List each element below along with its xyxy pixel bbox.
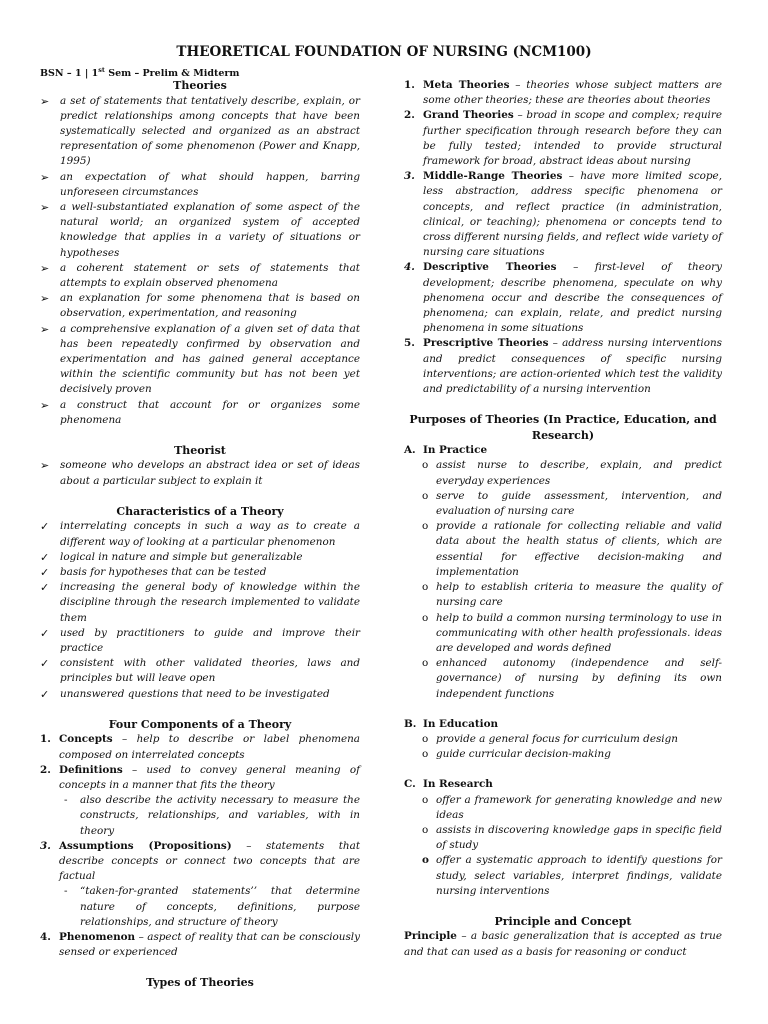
dash-bullet-icon: - bbox=[64, 794, 68, 807]
numbered-item bbox=[404, 336, 722, 397]
list-item bbox=[40, 398, 360, 428]
list-item-text: logical in nature and simple but generalizable bbox=[60, 550, 303, 563]
sub-item bbox=[40, 793, 360, 839]
principle-definition bbox=[404, 929, 722, 959]
circle-bullet-icon: o bbox=[422, 823, 429, 836]
checkmark-icon: ✓ bbox=[40, 520, 50, 534]
list-item-text: assists in discovering knowledge gaps in specific field of study bbox=[436, 823, 722, 852]
list-item bbox=[40, 519, 360, 549]
sub-item bbox=[40, 884, 360, 930]
list-item bbox=[40, 565, 360, 580]
circle-bullet-icon: o bbox=[422, 732, 429, 745]
circle-bullet-icon: o bbox=[422, 657, 429, 670]
arrow-bullet-icon: ➢ bbox=[40, 398, 50, 412]
numbered-item bbox=[40, 763, 360, 793]
numbered-item bbox=[404, 108, 722, 169]
list-item bbox=[40, 94, 360, 170]
circle-bullet-icon: o bbox=[422, 854, 429, 867]
checkmark-icon: ✓ bbox=[40, 565, 50, 579]
section-heading-components: Four Components of a Theory bbox=[108, 717, 292, 731]
numbered-item bbox=[40, 930, 360, 960]
subheader-sup: st bbox=[98, 66, 105, 74]
item-term: Definitions bbox=[59, 763, 123, 776]
section-heading-principle: Principle and Concept bbox=[494, 914, 632, 928]
item-term: Meta Theories bbox=[423, 79, 510, 91]
subsection-label-practice bbox=[404, 443, 722, 458]
item-term: Grand Theories bbox=[423, 109, 514, 122]
list-item-text: increasing the general body of knowledge within the discipline through the research implemented to validate them bbox=[60, 581, 360, 624]
list-item-text: provide a general focus for curriculum design bbox=[436, 732, 678, 745]
numbered-item bbox=[404, 78, 722, 108]
numbered-item bbox=[404, 169, 722, 260]
item-description: – statements that describe concepts or connect two concepts that are factual bbox=[59, 839, 360, 883]
section-heading-theories: Theories bbox=[173, 79, 227, 92]
list-item-text: basis for hypotheses that can be tested bbox=[60, 565, 267, 578]
list-item bbox=[40, 550, 360, 565]
checkmark-icon: ✓ bbox=[40, 657, 50, 671]
item-description: – theories whose subject matters are some other theories; these are theories about theories bbox=[423, 79, 722, 107]
list-item-text: consistent with other validated theories, laws and principles but will leave open bbox=[60, 657, 360, 685]
arrow-bullet-icon: ➢ bbox=[40, 261, 50, 275]
item-number: 4. bbox=[404, 261, 415, 274]
arrow-bullet-icon: ➢ bbox=[40, 200, 50, 214]
subsection-title: In Practice bbox=[423, 444, 488, 457]
item-description: – broad in scope and complex; require further specification through research before they can be fully tested; intended to provide structural framework for broad, abstract ideas about nursing bbox=[423, 109, 722, 168]
list-item bbox=[40, 261, 360, 291]
item-description: – have more limited scope, less abstraction, address specific phenomena or concepts, and reflect practice (in administration, clinical, or teaching); phenomena or concepts tend to cross different nursing fields, and reflect wide variety of nursing care situations bbox=[423, 170, 722, 259]
item-number: 3. bbox=[404, 170, 415, 183]
list-item bbox=[40, 200, 360, 261]
checkmark-icon: ✓ bbox=[40, 581, 50, 595]
item-term: Concepts bbox=[59, 733, 113, 746]
list-item bbox=[404, 823, 722, 853]
principle-description: – a basic generalization that is accepted as true and that can used as a basis for reasoning or conduct bbox=[404, 930, 722, 958]
list-item-text: used by practitioners to guide and improve their practice bbox=[60, 626, 360, 654]
list-item bbox=[40, 322, 360, 398]
checkmark-icon: ✓ bbox=[40, 550, 50, 564]
numbered-item bbox=[40, 732, 360, 762]
circle-bullet-icon: o bbox=[422, 793, 429, 806]
list-item bbox=[404, 611, 722, 657]
numbered-item bbox=[404, 260, 722, 336]
subsection-letter: A. bbox=[404, 444, 416, 457]
section-heading-theorist: Theorist bbox=[174, 443, 226, 457]
list-item bbox=[40, 580, 360, 626]
item-term: Prescriptive Theories bbox=[423, 337, 549, 350]
item-term: Middle-Range Theories bbox=[423, 170, 563, 183]
list-item bbox=[404, 519, 722, 580]
sub-item-text: also describe the activity necessary to measure the constructs, relationships, and variables, with in theory bbox=[80, 794, 360, 837]
list-item-text: someone who develops an abstract idea or set of ideas about a particular subject to explain it bbox=[60, 459, 360, 487]
circle-bullet-icon: o bbox=[422, 520, 429, 533]
list-item bbox=[404, 853, 722, 899]
list-item-text: a set of statements that tentatively describe, explain, or predict relationships among concepts that have been systematically selected and organized as an abstract representation of some phenomenon (Power and Knapp, 1995) bbox=[60, 94, 360, 168]
sub-item-text: “taken-for-granted statements’’ that determine nature of concepts, definitions, purpose relationships, and structure of theory bbox=[80, 885, 360, 928]
characteristics-list bbox=[40, 519, 360, 701]
circle-bullet-icon: o bbox=[422, 459, 429, 472]
circle-bullet-icon: o bbox=[422, 611, 429, 624]
list-item-text: serve to guide assessment, intervention, and evaluation of nursing care bbox=[436, 489, 722, 518]
section-heading-types: Types of Theories bbox=[146, 976, 254, 990]
list-item bbox=[40, 656, 360, 686]
list-item bbox=[40, 626, 360, 656]
list-item bbox=[40, 687, 360, 702]
list-item-text: a comprehensive explanation of a given set of data that has been repeatedly confirmed by observation and experimentation and has gained general acceptance within the scientific community but has not been yet decisively proven bbox=[60, 322, 360, 396]
item-term: Phenomenon bbox=[59, 930, 136, 943]
subheader-text-end: Sem – Prelim & Midterm bbox=[104, 68, 240, 80]
list-item bbox=[404, 732, 722, 747]
section-heading-characteristics: Characteristics of a Theory bbox=[116, 504, 284, 518]
list-item-text: help to build a common nursing terminology to use in communicating with other health professionals. ideas are developed and words defined bbox=[436, 611, 722, 654]
subsection-letter: C. bbox=[404, 778, 416, 791]
list-item bbox=[40, 458, 360, 488]
list-item-text: guide curricular decision-making bbox=[436, 748, 611, 761]
arrow-bullet-icon: ➢ bbox=[40, 459, 50, 473]
item-description: – aspect of reality that can be consciously sensed or experienced bbox=[59, 930, 360, 959]
principle-term: Principle bbox=[404, 930, 457, 943]
arrow-bullet-icon: ➢ bbox=[40, 292, 50, 306]
list-item-text: unanswered questions that need to be investigated bbox=[60, 687, 330, 700]
list-item-text: a coherent statement or sets of statements that attempts to explain observed phenomena bbox=[60, 261, 360, 289]
arrow-bullet-icon: ➢ bbox=[40, 322, 50, 336]
list-item bbox=[404, 458, 722, 488]
list-item-text: offer a framework for generating knowledge and new ideas bbox=[436, 793, 722, 821]
document-title: THEORETICAL FOUNDATION OF NURSING (NCM100) bbox=[176, 44, 592, 60]
item-number: 2. bbox=[40, 763, 51, 776]
list-item-text: provide a rationale for collecting reliable and valid data about the health status of clients, which are essential for effective decision-making and implementation bbox=[436, 520, 722, 578]
list-item bbox=[404, 747, 722, 762]
item-term: Descriptive Theories bbox=[423, 261, 557, 274]
subsection-title: In Education bbox=[423, 717, 499, 730]
checkmark-icon: ✓ bbox=[40, 687, 50, 701]
section-heading-purposes: Purposes of Theories (In Practice, Education, and Research) bbox=[409, 413, 717, 442]
circle-bullet-icon: o bbox=[422, 489, 429, 502]
item-number: 5. bbox=[404, 337, 415, 350]
item-number: 2. bbox=[404, 109, 415, 122]
item-description: – help to describe or label phenomena composed on interrelated concepts bbox=[59, 733, 360, 761]
left-column bbox=[40, 78, 360, 991]
arrow-bullet-icon: ➢ bbox=[40, 170, 50, 184]
list-item-text: an expectation of what should happen, barring unforeseen circumstances bbox=[60, 170, 360, 198]
item-description: – address nursing interventions and predict consequences of specific nursing interventions; are action-oriented which test the validity and predictability of a nursing intervention bbox=[423, 337, 722, 396]
list-item bbox=[40, 170, 360, 200]
circle-bullet-icon: o bbox=[422, 748, 429, 761]
circle-bullet-icon: o bbox=[422, 581, 429, 594]
right-column bbox=[404, 78, 722, 960]
subsection-letter: B. bbox=[404, 717, 417, 730]
list-item-text: a well-substantiated explanation of some aspect of the natural world; an organized system of accepted knowledge that applies in a variety of situations or hypotheses bbox=[60, 200, 360, 259]
list-item bbox=[404, 489, 722, 519]
list-item bbox=[404, 793, 722, 823]
list-item bbox=[404, 656, 722, 702]
list-item bbox=[40, 291, 360, 321]
list-item-text: offer a systematic approach to identify questions for study, select variables, interpret findings, validate nursing interventions bbox=[436, 854, 722, 897]
list-item-text: an explanation for some phenomena that is based on observation, experimentation, and reasoning bbox=[60, 292, 360, 320]
list-item-text: interrelating concepts in such a way as to create a different way of looking at a particular phenomenon bbox=[60, 520, 360, 548]
list-item bbox=[404, 580, 722, 610]
subsection-label-research bbox=[404, 777, 722, 792]
checkmark-icon: ✓ bbox=[40, 626, 50, 640]
numbered-item bbox=[40, 839, 360, 885]
subsection-title: In Research bbox=[423, 778, 493, 791]
item-description: – first-level of theory development; describe phenomena, speculate on why phenomena occur and describe the consequences of phenomena; can explain, relate, and predict nursing phenomena in some situations bbox=[423, 261, 722, 335]
list-item-text: enhanced autonomy (independence and self-governance) of nursing by defining its own independent functions bbox=[436, 657, 722, 700]
theories-list bbox=[40, 94, 360, 428]
arrow-bullet-icon: ➢ bbox=[40, 94, 50, 108]
list-item-text: assist nurse to describe, explain, and predict everyday experiences bbox=[436, 459, 722, 487]
item-number: 4. bbox=[40, 930, 51, 943]
item-description: – used to convey general meaning of concepts in a manner that fits the theory bbox=[59, 763, 360, 791]
item-term: Assumptions (Propositions) bbox=[59, 839, 232, 852]
list-item-text: a construct that account for or organizes some phenomena bbox=[60, 398, 360, 426]
subheader-text: BSN – 1 | 1 bbox=[40, 68, 99, 80]
item-number: 3. bbox=[40, 839, 51, 852]
dash-bullet-icon: - bbox=[64, 885, 68, 898]
list-item-text: help to establish criteria to measure the quality of nursing care bbox=[436, 581, 722, 609]
subsection-label-education bbox=[404, 717, 722, 732]
item-number: 1. bbox=[40, 733, 51, 746]
item-number: 1. bbox=[404, 79, 415, 91]
